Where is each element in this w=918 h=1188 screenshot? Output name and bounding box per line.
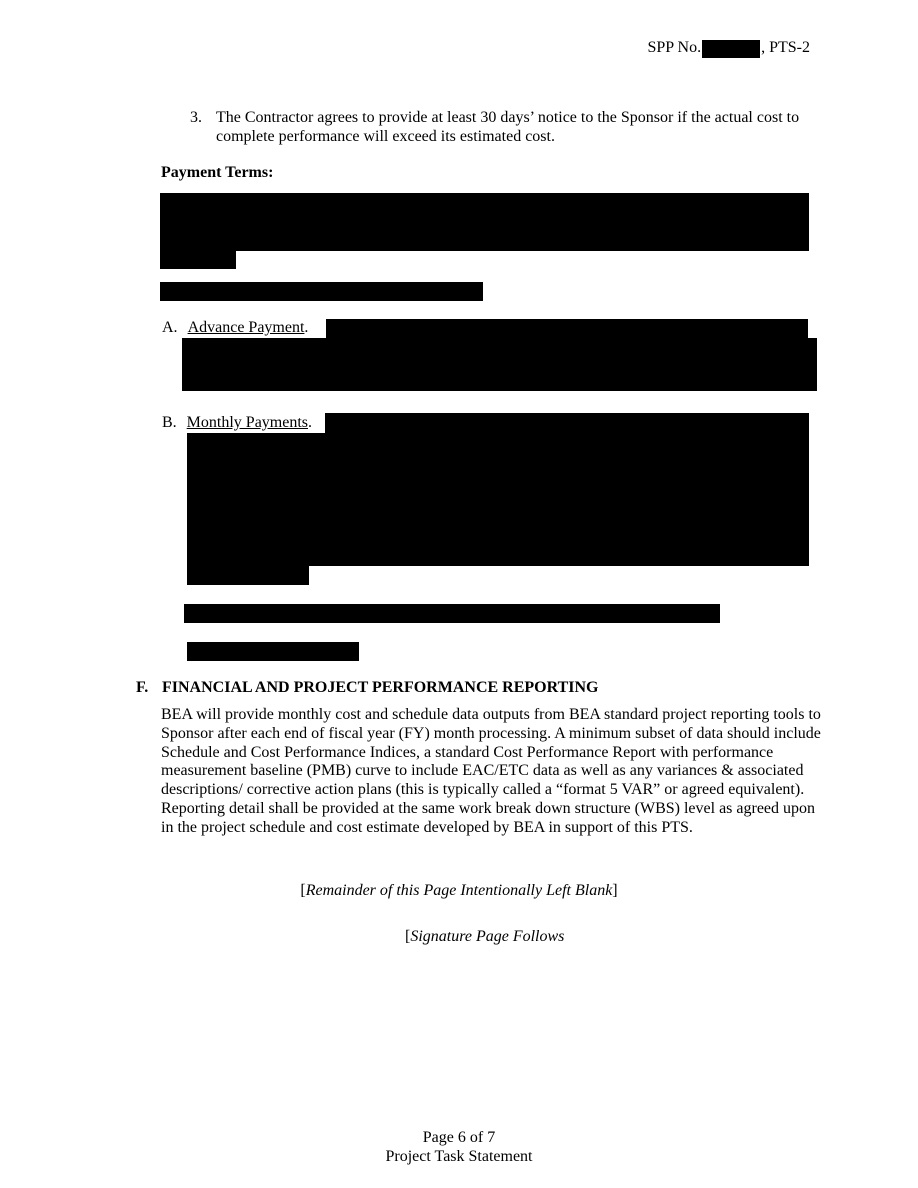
section-f-letter: F. [136, 679, 149, 696]
advance-period: . [304, 319, 309, 336]
redaction-block [160, 193, 809, 251]
redaction-block [184, 604, 720, 623]
document-title: Project Task Statement [385, 1148, 533, 1165]
redaction-block [187, 433, 809, 566]
remainder-open-bracket: [ [300, 882, 306, 899]
remainder-text: Remainder of this Page Intentionally Left Blank [305, 882, 613, 899]
page-footer [0, 1128, 918, 1166]
redaction-block [187, 564, 309, 585]
section-f-paragraph: BEA will provide monthly cost and schedule data outputs from BEA standard project reporting tools to Sponsor after each end of fiscal year (FY) month processing. A minimum subset of data should include Schedule and Cost Performance Indices, a standard Cost Performance Report with performance measurement baseline (PMB) curve to include EAC/ETC data as well as any variances & associated descriptions/ corrective action plans (this is typically called a “format 5 VAR” or agreed equivalent). Reporting detail shall be provided at the same work break down structure (WBS) level as agreed upon in the project schedule and cost estimate developed by BEA in support of this PTS. [161, 706, 821, 836]
list-text: The Contractor agrees to provide at least 30 days’ notice to the Sponsor if the actual cost to complete performance will exceed its estimated cost. [216, 109, 800, 145]
redaction-block [187, 642, 359, 661]
redaction-block [325, 413, 809, 435]
redaction-block [160, 250, 236, 269]
advance-payment-label [162, 319, 308, 337]
monthly-payments-title: Monthly Payments [186, 414, 309, 431]
header-pts-label: , PTS-2 [761, 39, 810, 56]
signature-text: Signature Page Follows [410, 928, 565, 945]
remainder-note [0, 882, 918, 900]
section-f-heading [136, 679, 599, 697]
advance-payment-title: Advance Payment [187, 319, 305, 336]
list-item-3 [190, 108, 815, 146]
monthly-payments-label [162, 414, 312, 432]
signature-open-bracket: [ [405, 928, 411, 945]
signature-note [405, 928, 564, 946]
advance-letter: A. [162, 319, 178, 336]
list-number: 3. [190, 109, 202, 126]
monthly-letter: B. [162, 414, 177, 431]
page-number: Page 6 of 7 [422, 1129, 496, 1146]
redaction-block [326, 319, 808, 339]
redaction-spp-number [702, 40, 760, 58]
remainder-close-bracket: ] [612, 882, 618, 899]
page-header [647, 39, 810, 57]
payment-terms-heading: Payment Terms: [161, 164, 274, 181]
section-f-title: FINANCIAL AND PROJECT PERFORMANCE REPORTING [162, 679, 599, 696]
redaction-block [160, 282, 483, 301]
header-spp-label: SPP No. [647, 39, 702, 56]
monthly-period: . [308, 414, 313, 431]
redaction-block [182, 338, 817, 391]
